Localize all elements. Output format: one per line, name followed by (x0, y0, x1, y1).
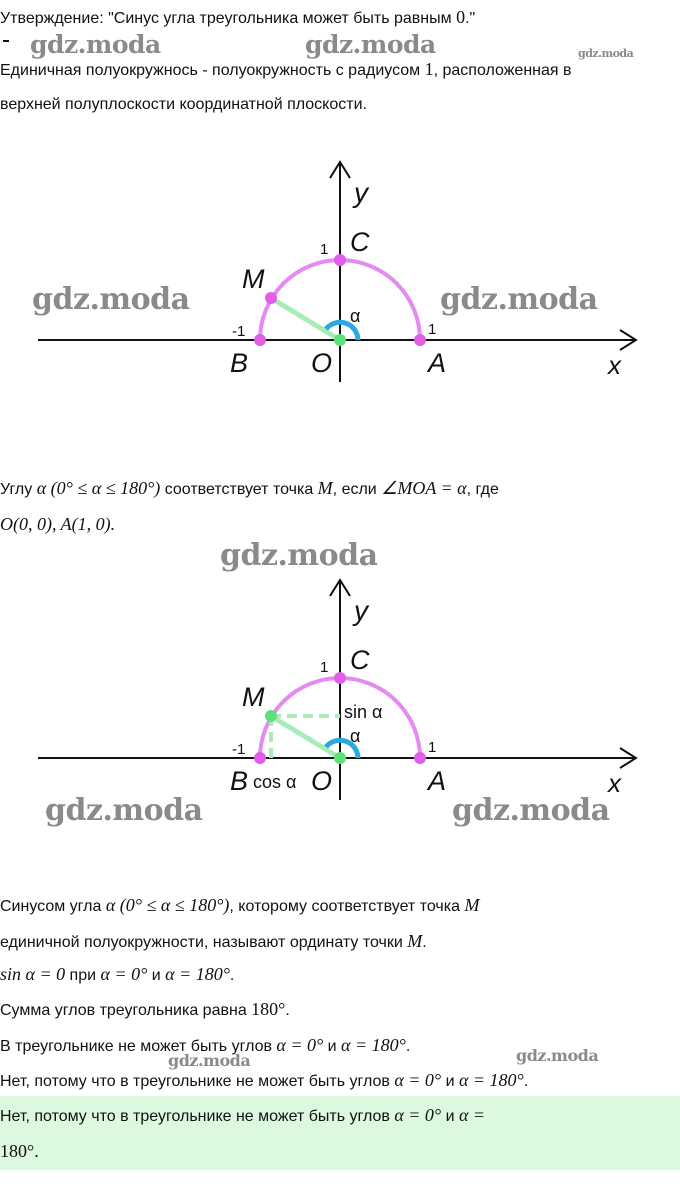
point-m (265, 292, 277, 304)
radius-om (271, 716, 340, 758)
point-a (414, 334, 426, 346)
text: единичной полуокружности, называют ординату точки (0, 934, 408, 951)
label-o: O (311, 766, 333, 796)
correspondence-line-1 (0, 477, 499, 501)
definition-radius: 1 (424, 59, 434, 79)
math: M (464, 895, 480, 915)
point-o (334, 334, 346, 346)
watermark: gdz.moda (440, 282, 598, 317)
text: . (523, 1073, 529, 1090)
text: Синусом угла (0, 898, 106, 915)
statement-suffix: ." (465, 10, 476, 27)
math: α = 0° (394, 1105, 442, 1125)
x-axis-label: x (608, 768, 621, 798)
watermark: gdz.moda (32, 282, 190, 317)
list-marker (3, 40, 9, 42)
point-o (334, 752, 346, 764)
tick-one-y: 1 (320, 659, 329, 676)
label-c: C (350, 227, 370, 257)
watermark: gdz.moda (168, 1051, 251, 1070)
math: α = 0° (394, 1070, 442, 1090)
tick-one-y: 1 (320, 241, 329, 258)
y-axis-label: y (354, 177, 368, 208)
statement-prefix: Утверждение: "Синус угла треугольника может быть равным (0, 10, 457, 27)
statement-value: 0 (456, 7, 466, 27)
text: и (441, 1073, 459, 1090)
label-c: C (350, 645, 370, 675)
text: при (65, 967, 101, 984)
math: α = 180° (341, 1035, 406, 1055)
watermark: gdz.moda (452, 793, 610, 828)
math: α (0° ≤ α ≤ 180°) (105, 895, 230, 915)
label-b: B (230, 766, 249, 796)
sin-zero-line (0, 963, 234, 987)
y-axis-label: y (354, 595, 368, 626)
math: α = (458, 1105, 486, 1125)
math: α = 180° (458, 1070, 524, 1090)
label-m: M (242, 682, 265, 712)
tick-minus-one: -1 (232, 323, 246, 340)
cosine-label: cos α (253, 772, 297, 792)
tick-one-x: 1 (428, 321, 437, 338)
text: В треугольнике не может быть углов (0, 1038, 277, 1055)
sine-definition-line-2 (0, 930, 427, 954)
answer-line-2: 180°. (0, 1141, 39, 1161)
math: M (317, 478, 333, 498)
math: sin α = 0 (0, 964, 66, 984)
definition-text: , расположенная в (433, 62, 572, 79)
text: и (323, 1038, 342, 1055)
math: α = 180° (165, 964, 230, 984)
conclusion-line (0, 1069, 528, 1093)
point-c (334, 672, 346, 684)
math: α (0° ≤ α ≤ 180°) (36, 478, 161, 498)
label-o: O (311, 348, 333, 378)
x-axis-label: x (608, 350, 621, 380)
sine-definition-line-1 (0, 894, 479, 918)
math: α = 0° (100, 964, 148, 984)
watermark: gdz.moda (516, 1046, 599, 1065)
angle-label: α (350, 726, 361, 746)
text: , которому соответствует точка (229, 898, 465, 915)
sum-angles-line (0, 998, 290, 1022)
label-a: A (428, 348, 447, 378)
math: α = 0° (276, 1035, 324, 1055)
point-m (265, 710, 277, 722)
label-m: M (242, 264, 265, 294)
answer-line-1 (0, 1104, 485, 1128)
definition-line-1 (0, 58, 572, 82)
text: и (441, 1108, 459, 1125)
label-a: A (428, 766, 447, 796)
math: ∠MOA = α (381, 478, 467, 498)
text: . (285, 1002, 290, 1019)
watermark: gdz.moda (220, 538, 378, 573)
text: Нет, потому что в треугольнике не может быть углов (0, 1108, 395, 1125)
watermark: gdz.moda (30, 30, 161, 59)
statement-line (0, 6, 475, 30)
text: . (422, 934, 427, 951)
definition-line-2: верхней полуплоскости координатной плоскости. (0, 96, 367, 113)
watermark: gdz.moda (45, 793, 203, 828)
text: Нет, потому что в треугольнике не может быть углов (0, 1073, 395, 1090)
radius-om (271, 298, 340, 340)
label-b: B (230, 348, 249, 378)
text: и (147, 967, 166, 984)
text: . (405, 1038, 411, 1055)
text: . (229, 967, 235, 984)
text: Углу (0, 481, 37, 498)
math: M (407, 931, 423, 951)
point-a (414, 752, 426, 764)
correspondence-line-2: O(0, 0), A(1, 0). (0, 514, 116, 534)
point-b (254, 334, 266, 346)
text: , если (332, 481, 382, 498)
text: , где (466, 481, 499, 498)
point-c (334, 254, 346, 266)
text: соответствует точка (160, 481, 318, 498)
watermark: gdz.moda (305, 30, 436, 59)
sine-label: sin α (344, 702, 383, 722)
point-b (254, 752, 266, 764)
definition-text: Единичная полуокружнось - полуокружность с радиусом (0, 62, 425, 79)
tick-one-x: 1 (428, 739, 437, 756)
answer-box (0, 1096, 680, 1170)
math: 180° (251, 999, 286, 1019)
angle-label: α (350, 306, 361, 326)
tick-minus-one: -1 (232, 741, 246, 758)
text: Сумма углов треугольника равна (0, 1002, 252, 1019)
watermark: gdz.moda (578, 47, 634, 60)
